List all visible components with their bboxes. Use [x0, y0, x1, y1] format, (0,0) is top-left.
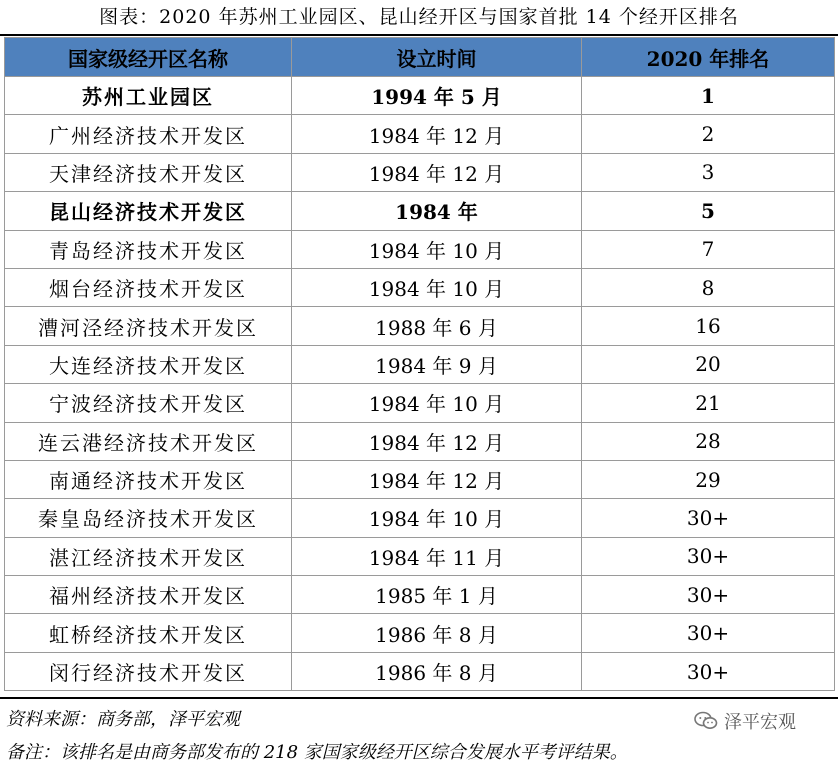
table-body	[5, 77, 835, 691]
zone-name-cell: 漕河泾经济技术开发区	[5, 307, 292, 345]
zone-name-cell: 福州经济技术开发区	[5, 576, 292, 614]
established-date-cell: 1984 年 10 月	[292, 384, 582, 422]
table-row	[5, 192, 835, 230]
established-date-cell: 1984 年 10 月	[292, 499, 582, 537]
rank-cell: 30+	[582, 576, 835, 614]
table-row	[5, 499, 835, 537]
rank-cell: 29	[582, 460, 835, 498]
rank-cell: 28	[582, 422, 835, 460]
established-date-cell: 1994 年 5 月	[292, 77, 582, 115]
watermark	[694, 708, 796, 734]
table-row	[5, 652, 835, 690]
zone-name-cell: 虹桥经济技术开发区	[5, 614, 292, 652]
zone-name-cell: 天津经济技术开发区	[5, 153, 292, 191]
rank-cell: 30+	[582, 499, 835, 537]
rank-cell: 8	[582, 268, 835, 306]
table-row	[5, 77, 835, 115]
remark-note: 备注：该排名是由商务部发布的 218 家国家级经开区综合发展水平考评结果。	[6, 742, 628, 763]
established-date-cell: 1984 年 9 月	[292, 345, 582, 383]
table-row	[5, 614, 835, 652]
source-note: 资料来源：商务部，泽平宏观	[6, 709, 240, 730]
table-caption: 图表：2020 年苏州工业园区、昆山经开区与国家首批 14 个经开区排名	[99, 6, 739, 28]
rank-cell: 2	[582, 115, 835, 153]
table-row	[5, 153, 835, 191]
table-row	[5, 576, 835, 614]
zone-name-cell: 大连经济技术开发区	[5, 345, 292, 383]
top-rule	[0, 34, 838, 36]
established-date-cell: 1984 年 10 月	[292, 268, 582, 306]
watermark-text: 泽平宏观	[724, 712, 796, 733]
rank-cell: 30+	[582, 614, 835, 652]
rank-cell: 3	[582, 153, 835, 191]
zone-name-cell: 秦皇岛经济技术开发区	[5, 499, 292, 537]
header-name: 国家级经开区名称	[5, 38, 292, 77]
zone-name-cell: 广州经济技术开发区	[5, 115, 292, 153]
established-date-cell: 1986 年 8 月	[292, 614, 582, 652]
table-row	[5, 307, 835, 345]
rank-cell: 20	[582, 345, 835, 383]
bottom-rule	[0, 697, 838, 699]
rank-cell: 16	[582, 307, 835, 345]
established-date-cell: 1984 年 12 月	[292, 153, 582, 191]
table-row	[5, 384, 835, 422]
table-row	[5, 422, 835, 460]
table-row	[5, 230, 835, 268]
header-date: 设立时间	[292, 38, 582, 77]
table-row	[5, 460, 835, 498]
zone-name-cell: 连云港经济技术开发区	[5, 422, 292, 460]
zone-name-cell: 烟台经济技术开发区	[5, 268, 292, 306]
table-row	[5, 115, 835, 153]
rank-cell: 30+	[582, 652, 835, 690]
ranking-table	[4, 37, 835, 691]
established-date-cell: 1984 年	[292, 192, 582, 230]
zone-name-cell: 苏州工业园区	[5, 77, 292, 115]
wechat-icon	[694, 711, 718, 731]
established-date-cell: 1985 年 1 月	[292, 576, 582, 614]
header-rank: 2020 年排名	[582, 38, 835, 77]
zone-name-cell: 青岛经济技术开发区	[5, 230, 292, 268]
table-row	[5, 268, 835, 306]
rank-cell: 30+	[582, 537, 835, 575]
rank-cell: 5	[582, 192, 835, 230]
table-header-row	[5, 38, 835, 77]
zone-name-cell: 昆山经济技术开发区	[5, 192, 292, 230]
rank-cell: 21	[582, 384, 835, 422]
rank-cell: 1	[582, 77, 835, 115]
established-date-cell: 1984 年 10 月	[292, 230, 582, 268]
established-date-cell: 1984 年 12 月	[292, 460, 582, 498]
table-row	[5, 345, 835, 383]
established-date-cell: 1988 年 6 月	[292, 307, 582, 345]
established-date-cell: 1984 年 12 月	[292, 115, 582, 153]
zone-name-cell: 闵行经济技术开发区	[5, 652, 292, 690]
zone-name-cell: 南通经济技术开发区	[5, 460, 292, 498]
established-date-cell: 1986 年 8 月	[292, 652, 582, 690]
table-row	[5, 537, 835, 575]
established-date-cell: 1984 年 11 月	[292, 537, 582, 575]
established-date-cell: 1984 年 12 月	[292, 422, 582, 460]
rank-cell: 7	[582, 230, 835, 268]
zone-name-cell: 宁波经济技术开发区	[5, 384, 292, 422]
zone-name-cell: 湛江经济技术开发区	[5, 537, 292, 575]
